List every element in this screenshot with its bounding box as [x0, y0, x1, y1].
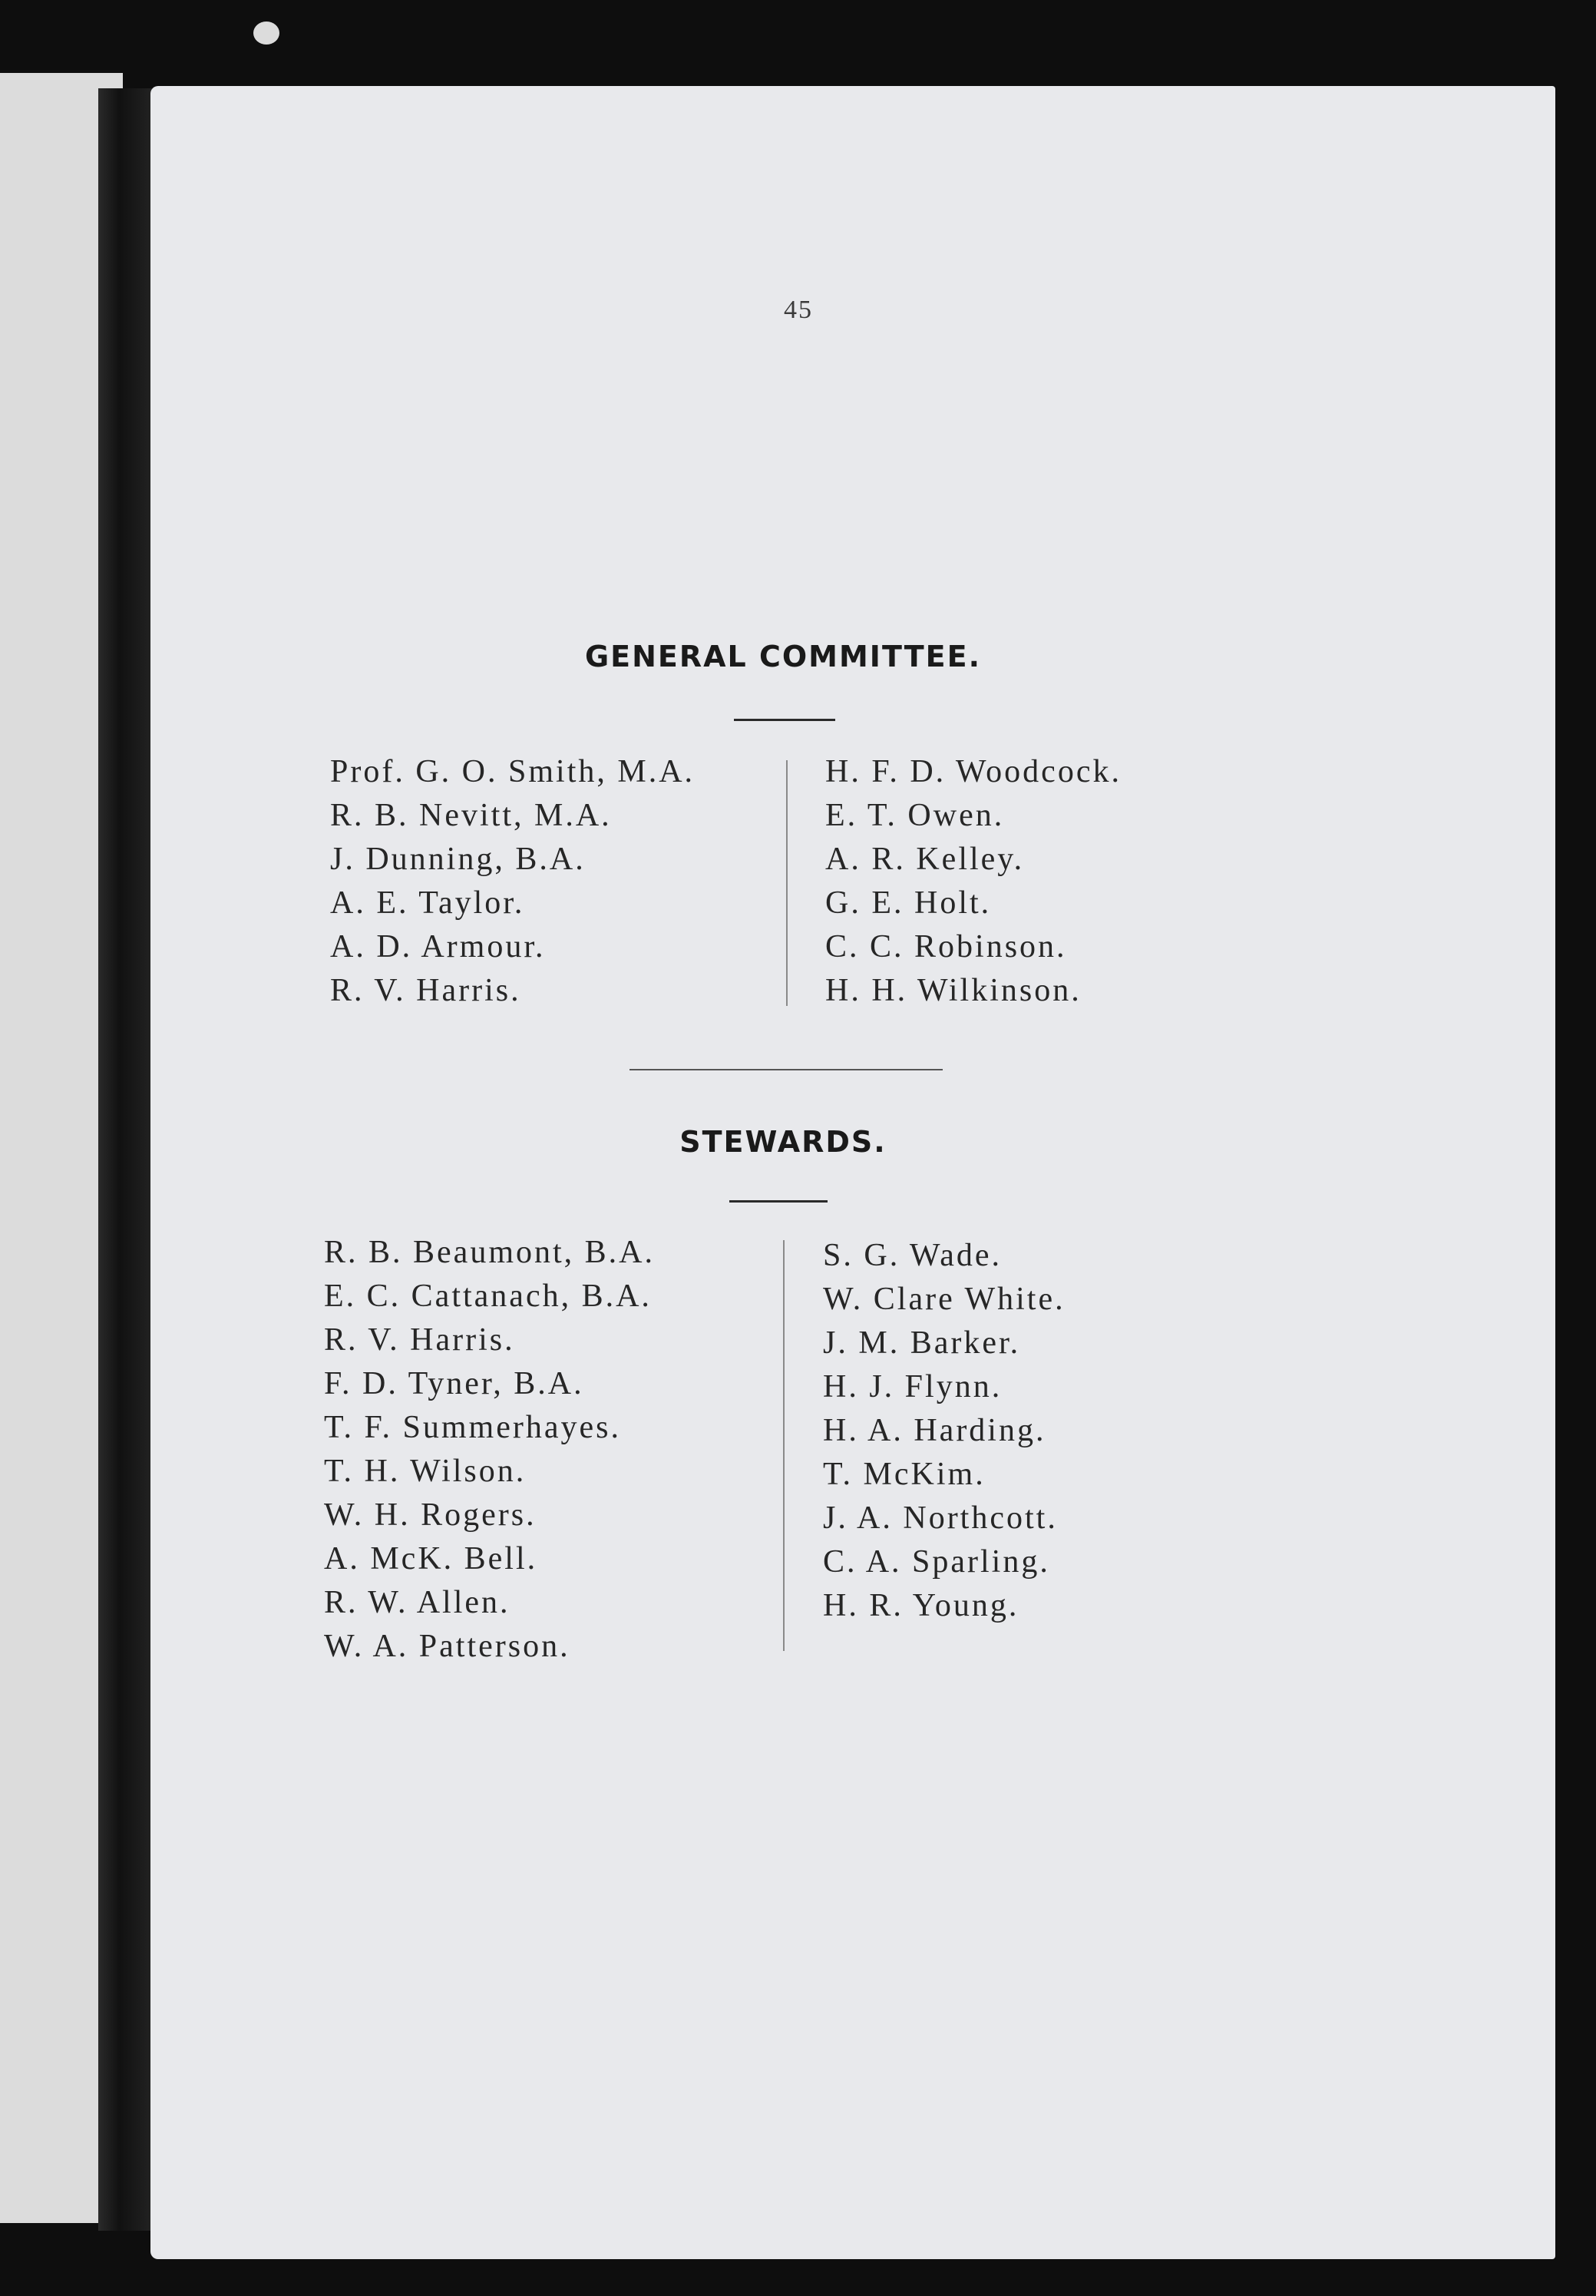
- section-divider: [629, 1069, 943, 1070]
- committee-member: C. C. Robinson.: [825, 929, 1067, 964]
- committee-member: A. E. Taylor.: [330, 885, 525, 921]
- title-underline: [729, 1200, 828, 1203]
- committee-member: G. E. Holt.: [825, 885, 992, 921]
- steward: W. H. Rogers.: [324, 1497, 537, 1533]
- general-committee-title: GENERAL COMMITTEE.: [584, 640, 982, 673]
- committee-member: A. D. Armour.: [330, 929, 546, 964]
- steward: C. A. Sparling.: [823, 1544, 1050, 1580]
- steward: T. H. Wilson.: [324, 1454, 527, 1489]
- committee-member: J. Dunning, B.A.: [330, 842, 586, 877]
- title-underline: [734, 719, 835, 721]
- committee-member: Prof. G. O. Smith, M.A.: [330, 754, 696, 789]
- stewards-title: STEWARDS.: [679, 1125, 887, 1159]
- committee-member: R. V. Harris.: [330, 973, 521, 1008]
- general-committee-left-column: [330, 750, 695, 1013]
- steward: R. V. Harris.: [324, 1322, 515, 1358]
- steward: F. D. Tyner, B.A.: [324, 1366, 584, 1401]
- committee-member: R. B. Nevitt, M.A.: [330, 798, 612, 833]
- committee-member: H. H. Wilkinson.: [825, 973, 1082, 1008]
- book-page: [150, 86, 1555, 2259]
- steward: T. F. Summerhayes.: [324, 1410, 621, 1445]
- steward: T. McKim.: [823, 1457, 986, 1492]
- steward: S. G. Wade.: [823, 1238, 1002, 1273]
- steward: R. W. Allen.: [324, 1585, 511, 1620]
- steward: A. McK. Bell.: [324, 1541, 538, 1576]
- steward: H. A. Harding.: [823, 1413, 1046, 1448]
- steward: J. A. Northcott.: [823, 1500, 1058, 1536]
- dust-speck: [253, 22, 279, 45]
- steward: W. Clare White.: [823, 1282, 1066, 1317]
- committee-member: H. F. D. Woodcock.: [825, 754, 1122, 789]
- stewards-right-column: [823, 1234, 1066, 1628]
- steward: H. R. Young.: [823, 1588, 1019, 1623]
- committee-member: E. T. Owen.: [825, 798, 1005, 833]
- committee-member: A. R. Kelley.: [825, 842, 1025, 877]
- steward: R. B. Beaumont, B.A.: [324, 1235, 656, 1270]
- steward: W. A. Patterson.: [324, 1629, 570, 1664]
- page-number: 45: [784, 296, 813, 324]
- steward: H. J. Flynn.: [823, 1369, 1003, 1404]
- steward: J. M. Barker.: [823, 1325, 1021, 1361]
- column-divider: [783, 1240, 785, 1651]
- stewards-left-column: [324, 1231, 655, 1669]
- general-committee-right-column: [825, 750, 1122, 1013]
- steward: E. C. Cattanach, B.A.: [324, 1279, 652, 1314]
- column-divider: [786, 760, 788, 1006]
- book-spine-shadow: [98, 88, 152, 2231]
